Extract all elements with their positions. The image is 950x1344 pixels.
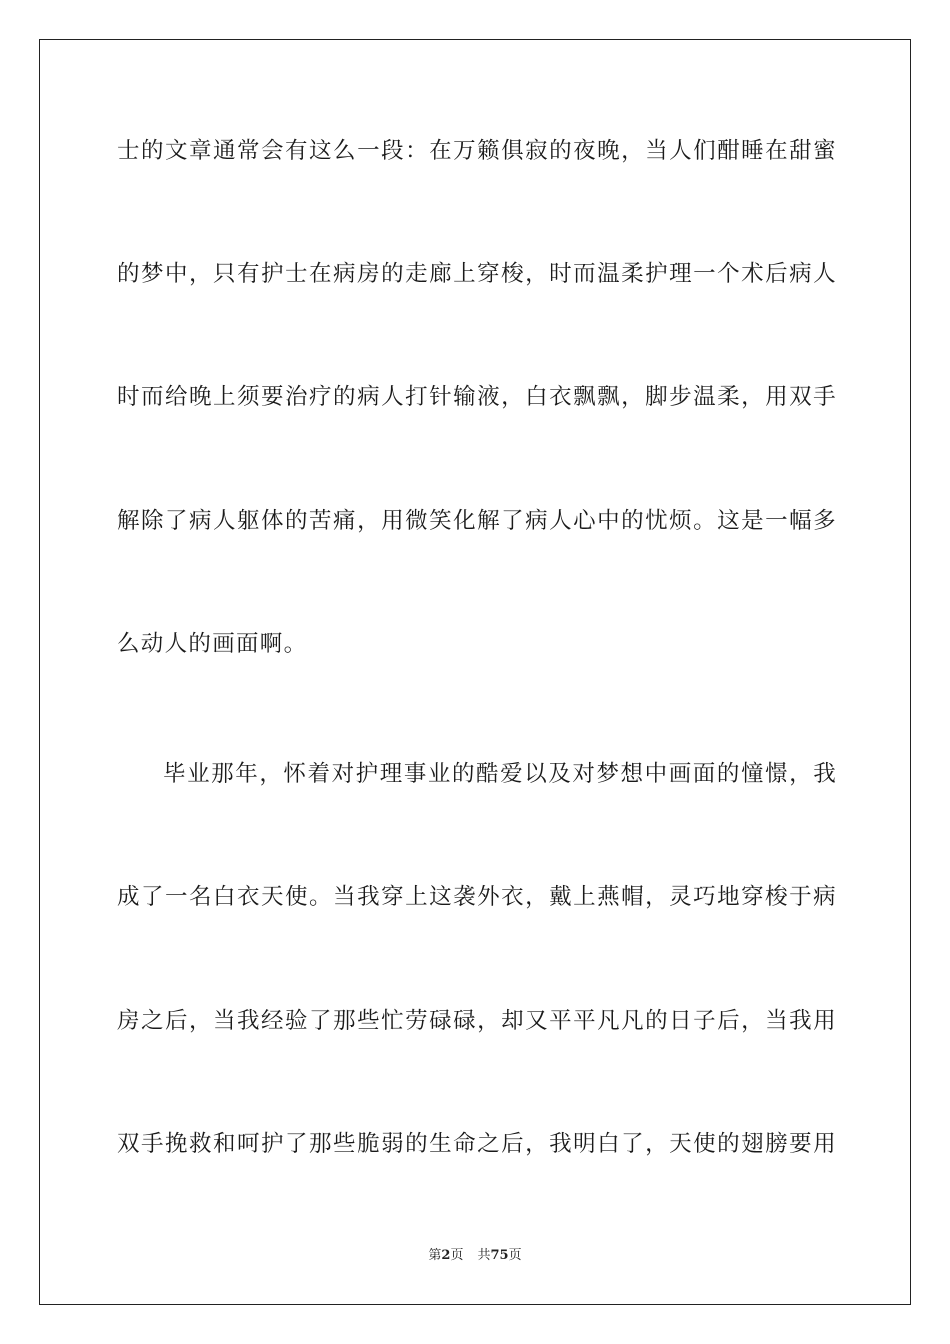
- body-line-8: 房之后，当我经验了那些忙劳碌碌，却又平平凡凡的日子后，当我用: [117, 1008, 837, 1034]
- body-line-1: 士的文章通常会有这么一段：在万籁俱寂的夜晚，当人们酣睡在甜蜜: [117, 138, 837, 164]
- body-line-2: 的梦中，只有护士在病房的走廊上穿梭，时而温柔护理一个术后病人: [117, 261, 837, 287]
- page-prefix: 第: [428, 1248, 442, 1263]
- total-unit: 页: [508, 1248, 522, 1263]
- body-line-7: 成了一名白衣天使。当我穿上这袭外衣，戴上燕帽，灵巧地穿梭于病: [117, 884, 837, 910]
- page-unit: 页: [450, 1248, 464, 1263]
- body-line-3: 时而给晚上须要治疗的病人打针输液，白衣飘飘，脚步温柔，用双手: [117, 384, 837, 410]
- body-line-9: 双手挽救和呵护了那些脆弱的生命之后，我明白了，天使的翅膀要用: [117, 1131, 837, 1157]
- page-border: [39, 39, 911, 1305]
- total-pages: 75: [490, 1248, 509, 1263]
- total-prefix: 共: [477, 1248, 491, 1263]
- body-line-5: 么动人的画面啊。: [117, 631, 308, 657]
- body-line-4: 解除了病人躯体的苦痛，用微笑化解了病人心中的忧烦。这是一幅多: [117, 508, 837, 534]
- page-footer: [0, 1247, 950, 1265]
- page-number: 2: [441, 1248, 451, 1263]
- body-line-6: 毕业那年，怀着对护理事业的酷爱以及对梦想中画面的憧憬，我: [163, 761, 837, 787]
